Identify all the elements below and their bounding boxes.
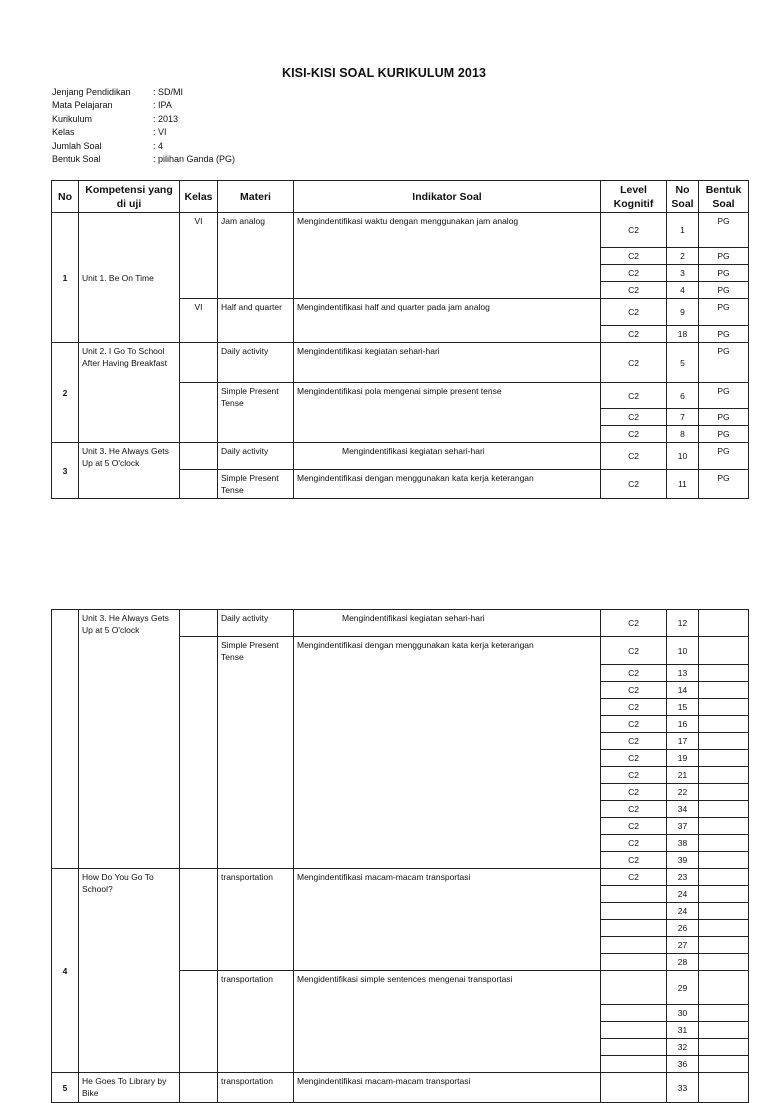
kelas-cell: VI	[180, 213, 218, 299]
materi-cell: transportation	[218, 971, 294, 1073]
table-body	[52, 213, 749, 499]
no-soal-cell: 4	[667, 282, 699, 299]
kompetensi-cell: Unit 2. I Go To School After Having Breakfast	[79, 343, 180, 443]
bentuk-soal-cell	[699, 1073, 749, 1103]
table-header-row	[52, 181, 749, 213]
level-kognitif-cell: C2	[601, 470, 667, 499]
bentuk-soal-cell	[699, 1039, 749, 1056]
row-number: 4	[52, 869, 79, 1073]
level-kognitif-cell	[601, 1022, 667, 1039]
no-soal-cell: 8	[667, 426, 699, 443]
meta-row	[52, 153, 235, 166]
bentuk-soal-cell: PG	[699, 470, 749, 499]
bentuk-soal-cell	[699, 750, 749, 767]
indikator-cell: Mengindentifikasi kegiatan sehari-hari	[294, 343, 601, 383]
no-soal-cell: 36	[667, 1056, 699, 1073]
indikator-cell: Mengindentifikasi kegiatan sehari-hari	[294, 443, 601, 470]
kelas-cell	[180, 470, 218, 499]
level-kognitif-cell: C2	[601, 265, 667, 282]
level-kognitif-cell: C2	[601, 682, 667, 699]
bentuk-soal-cell	[699, 637, 749, 665]
table-row	[52, 213, 749, 248]
materi-cell: Simple Present Tense	[218, 383, 294, 443]
indikator-cell: Mengindentifikasi pola mengenai simple present tense	[294, 383, 601, 443]
level-kognitif-cell: C2	[601, 733, 667, 750]
kelas-cell: VI	[180, 299, 218, 343]
meta-value: : 2013	[153, 113, 179, 124]
bentuk-soal-cell	[699, 869, 749, 886]
meta-label: Kurikulum	[52, 113, 93, 124]
materi-cell: Daily activity	[218, 610, 294, 637]
level-kognitif-cell	[601, 1005, 667, 1022]
row-number: 1	[52, 213, 79, 343]
level-kognitif-cell: C2	[601, 610, 667, 637]
bentuk-soal-cell: PG	[699, 265, 749, 282]
bentuk-soal-cell: PG	[699, 248, 749, 265]
level-kognitif-cell: C2	[601, 818, 667, 835]
kelas-cell	[180, 1073, 218, 1103]
no-soal-cell: 24	[667, 886, 699, 903]
kompetensi-cell: Unit 1. Be On Time	[79, 213, 180, 343]
no-soal-cell: 30	[667, 1005, 699, 1022]
bentuk-soal-cell: PG	[699, 426, 749, 443]
no-soal-cell: 12	[667, 610, 699, 637]
materi-cell: transportation	[218, 1073, 294, 1103]
row-number	[52, 610, 79, 869]
no-soal-cell: 7	[667, 409, 699, 426]
materi-cell: Simple Present Tense	[218, 470, 294, 499]
level-kognitif-cell: C2	[601, 716, 667, 733]
meta-row	[52, 99, 235, 112]
no-soal-cell: 34	[667, 801, 699, 818]
kelas-cell	[180, 383, 218, 443]
no-soal-cell: 18	[667, 326, 699, 343]
materi-cell: Simple Present Tense	[218, 637, 294, 869]
header-level: Level Kognitif	[601, 181, 667, 213]
no-soal-cell: 10	[667, 637, 699, 665]
meta-value: : 4	[153, 140, 164, 151]
no-soal-cell: 22	[667, 784, 699, 801]
indikator-cell: Mengindentifikasi macam-macam transportasi	[294, 869, 601, 971]
no-soal-cell: 21	[667, 767, 699, 784]
bentuk-soal-cell	[699, 682, 749, 699]
kompetensi-cell: He Goes To Library by Bike	[79, 1073, 180, 1103]
table-body	[52, 610, 749, 1103]
table-row	[52, 443, 749, 470]
bentuk-soal-cell	[699, 784, 749, 801]
level-kognitif-cell	[601, 971, 667, 1005]
indikator-cell: Mengidentifikasi simple sentences mengenai transportasi	[294, 971, 601, 1073]
no-soal-cell: 26	[667, 920, 699, 937]
no-soal-cell: 32	[667, 1039, 699, 1056]
level-kognitif-cell: C2	[601, 282, 667, 299]
kompetensi-cell: Unit 3. He Always Gets Up at 5 O'clock	[79, 443, 180, 499]
meta-row	[52, 126, 235, 139]
bentuk-soal-cell	[699, 886, 749, 903]
indikator-cell: Mengindentifikasi dengan menggunakan kata kerja keterangan	[294, 470, 601, 499]
meta-row	[52, 113, 235, 126]
level-kognitif-cell	[601, 1073, 667, 1103]
row-number: 3	[52, 443, 79, 499]
bentuk-soal-cell	[699, 1005, 749, 1022]
table-row	[52, 1073, 749, 1103]
kelas-cell	[180, 610, 218, 637]
no-soal-cell: 10	[667, 443, 699, 470]
table-row	[52, 869, 749, 886]
level-kognitif-cell	[601, 1056, 667, 1073]
level-kognitif-cell: C2	[601, 665, 667, 682]
kisi-kisi-table	[51, 180, 749, 499]
bentuk-soal-cell	[699, 852, 749, 869]
level-kognitif-cell	[601, 1039, 667, 1056]
indikator-cell: Mengindentifikasi half and quarter pada jam analog	[294, 299, 601, 343]
bentuk-soal-cell: PG	[699, 383, 749, 409]
indikator-cell: Mengindentifikasi macam-macam transportasi	[294, 1073, 601, 1103]
level-kognitif-cell: C2	[601, 343, 667, 383]
bentuk-soal-cell	[699, 716, 749, 733]
page-title: KISI-KISI SOAL KURIKULUM 2013	[281, 66, 487, 80]
no-soal-cell: 11	[667, 470, 699, 499]
level-kognitif-cell	[601, 886, 667, 903]
header-indikator: Indikator Soal	[294, 181, 601, 213]
bentuk-soal-cell	[699, 920, 749, 937]
header-bentuk: Bentuk Soal	[699, 181, 749, 213]
no-soal-cell: 19	[667, 750, 699, 767]
no-soal-cell: 13	[667, 665, 699, 682]
materi-cell: Daily activity	[218, 443, 294, 470]
bentuk-soal-cell	[699, 699, 749, 716]
indikator-cell: Mengindentifikasi dengan menggunakan kata kerja keterangan	[294, 637, 601, 869]
level-kognitif-cell: C2	[601, 784, 667, 801]
document-meta	[52, 86, 235, 166]
bentuk-soal-cell: PG	[699, 282, 749, 299]
level-kognitif-cell: C2	[601, 383, 667, 409]
bentuk-soal-cell	[699, 835, 749, 852]
level-kognitif-cell	[601, 920, 667, 937]
level-kognitif-cell	[601, 954, 667, 971]
bentuk-soal-cell: PG	[699, 343, 749, 383]
table-row	[52, 343, 749, 383]
meta-label: Jenjang Pendidikan	[52, 87, 131, 97]
no-soal-cell: 14	[667, 682, 699, 699]
no-soal-cell: 16	[667, 716, 699, 733]
meta-value: : VI	[153, 127, 167, 138]
meta-value: : SD/MI	[153, 87, 184, 97]
bentuk-soal-cell	[699, 801, 749, 818]
kisi-kisi-table-continued	[51, 609, 749, 1103]
level-kognitif-cell: C2	[601, 326, 667, 343]
level-kognitif-cell: C2	[601, 801, 667, 818]
materi-cell: Daily activity	[218, 343, 294, 383]
bentuk-soal-cell	[699, 610, 749, 637]
meta-label: Jumlah Soal	[52, 140, 102, 151]
header-materi: Materi	[218, 181, 294, 213]
header-kompetensi: Kompetensi yang di uji	[79, 181, 180, 213]
meta-row	[52, 86, 235, 99]
kompetensi-cell: Unit 3. He Always Gets Up at 5 O'clock	[79, 610, 180, 869]
bentuk-soal-cell	[699, 665, 749, 682]
bentuk-soal-cell	[699, 733, 749, 750]
kelas-cell	[180, 971, 218, 1073]
bentuk-soal-cell	[699, 954, 749, 971]
indikator-cell: Mengindentifikasi waktu dengan menggunakan jam analog	[294, 213, 601, 299]
kelas-cell	[180, 343, 218, 383]
level-kognitif-cell	[601, 937, 667, 954]
kompetensi-cell: How Do You Go To School?	[79, 869, 180, 1073]
kelas-cell	[180, 869, 218, 971]
level-kognitif-cell: C2	[601, 443, 667, 470]
bentuk-soal-cell: PG	[699, 443, 749, 470]
meta-label: Bentuk Soal	[52, 154, 101, 165]
header-kelas: Kelas	[180, 181, 218, 213]
meta-value: : pilihan Ganda (PG)	[153, 154, 236, 165]
materi-cell: Half and quarter	[218, 299, 294, 343]
header-no: No	[52, 181, 79, 213]
row-number: 2	[52, 343, 79, 443]
table-row	[52, 610, 749, 637]
no-soal-cell: 5	[667, 343, 699, 383]
level-kognitif-cell: C2	[601, 299, 667, 326]
bentuk-soal-cell	[699, 903, 749, 920]
no-soal-cell: 28	[667, 954, 699, 971]
bentuk-soal-cell: PG	[699, 409, 749, 426]
bentuk-soal-cell	[699, 971, 749, 1005]
bentuk-soal-cell	[699, 937, 749, 954]
no-soal-cell: 33	[667, 1073, 699, 1103]
no-soal-cell: 3	[667, 265, 699, 282]
no-soal-cell: 38	[667, 835, 699, 852]
bentuk-soal-cell: PG	[699, 299, 749, 326]
level-kognitif-cell: C2	[601, 869, 667, 886]
kelas-cell	[180, 637, 218, 869]
level-kognitif-cell: C2	[601, 248, 667, 265]
level-kognitif-cell: C2	[601, 699, 667, 716]
materi-cell: transportation	[218, 869, 294, 971]
materi-cell: Jam analog	[218, 213, 294, 299]
meta-row	[52, 140, 235, 153]
level-kognitif-cell: C2	[601, 767, 667, 784]
no-soal-cell: 1	[667, 213, 699, 248]
meta-label: Kelas	[52, 127, 75, 138]
no-soal-cell: 39	[667, 852, 699, 869]
no-soal-cell: 37	[667, 818, 699, 835]
no-soal-cell: 23	[667, 869, 699, 886]
header-no-soal: No Soal	[667, 181, 699, 213]
no-soal-cell: 15	[667, 699, 699, 716]
bentuk-soal-cell	[699, 818, 749, 835]
level-kognitif-cell: C2	[601, 637, 667, 665]
no-soal-cell: 2	[667, 248, 699, 265]
row-number: 5	[52, 1073, 79, 1103]
indikator-cell: Mengindentifikasi kegiatan sehari-hari	[294, 610, 601, 637]
no-soal-cell: 27	[667, 937, 699, 954]
no-soal-cell: 29	[667, 971, 699, 1005]
bentuk-soal-cell	[699, 1022, 749, 1039]
no-soal-cell: 31	[667, 1022, 699, 1039]
no-soal-cell: 6	[667, 383, 699, 409]
no-soal-cell: 9	[667, 299, 699, 326]
level-kognitif-cell: C2	[601, 852, 667, 869]
bentuk-soal-cell: PG	[699, 213, 749, 248]
kelas-cell	[180, 443, 218, 470]
level-kognitif-cell	[601, 903, 667, 920]
bentuk-soal-cell	[699, 767, 749, 784]
meta-value: : IPA	[153, 100, 172, 111]
level-kognitif-cell: C2	[601, 835, 667, 852]
no-soal-cell: 17	[667, 733, 699, 750]
level-kognitif-cell: C2	[601, 213, 667, 248]
meta-label: Mata Pelajaran	[52, 100, 113, 111]
level-kognitif-cell: C2	[601, 750, 667, 767]
no-soal-cell: 24	[667, 903, 699, 920]
bentuk-soal-cell: PG	[699, 326, 749, 343]
level-kognitif-cell: C2	[601, 426, 667, 443]
bentuk-soal-cell	[699, 1056, 749, 1073]
level-kognitif-cell: C2	[601, 409, 667, 426]
